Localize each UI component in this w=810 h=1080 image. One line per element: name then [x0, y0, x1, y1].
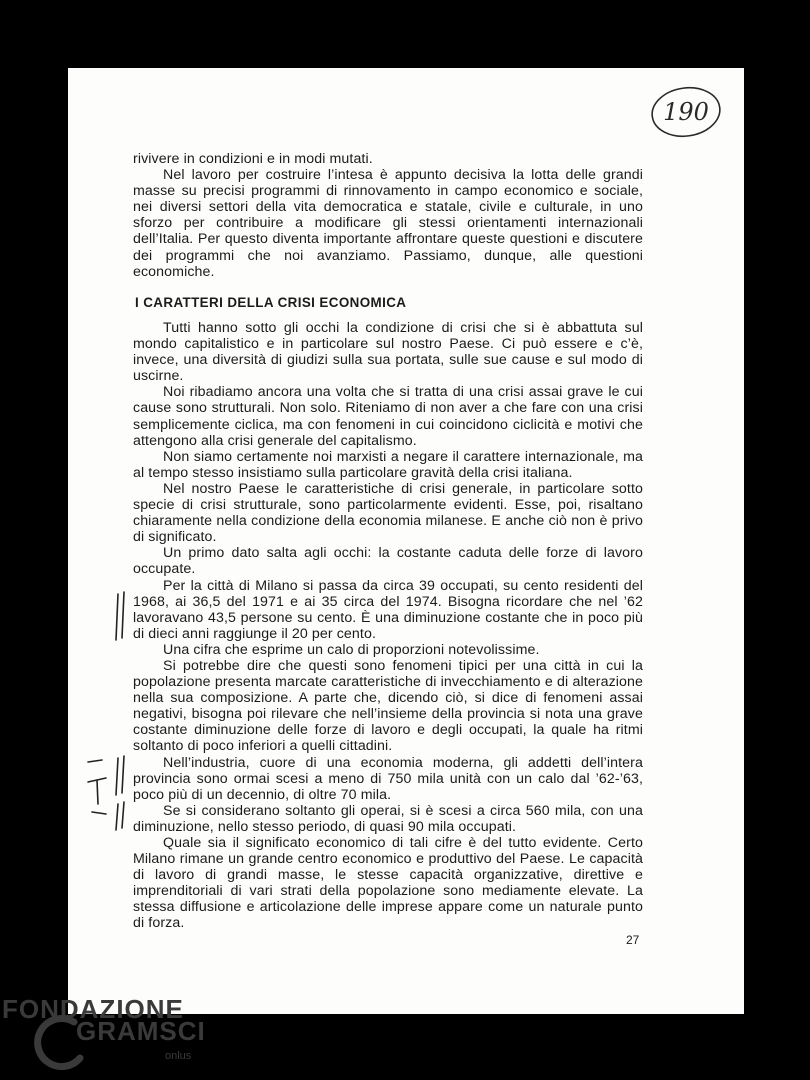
section-paragraph-4: Nel nostro Paese le caratteristiche di crisi generale, in particolare sotto specie di crisi strutturale, sono particolarmente evidenti. Esse, poi, risaltano chiaramente nella condizione della economia milanese. E anche ciò non è privo di significato. [133, 480, 643, 546]
section-paragraph-11: Quale sia il significato economico di tali cifre è del tutto evidente. Certo Milano rimane un grande centro economico e produttivo del Paese. Le capacità di lavoro di grandi masse, le stesse capacità organizzative, direttive e imprenditoriali di vari strati della popolazione sono mediamente elevate. La stessa diffusione e articolazione delle imprese appare come un naturale punto di forza. [133, 835, 643, 932]
intro-text-block [133, 151, 643, 280]
section-paragraph-2: Noi ribadiamo ancora una volta che si tratta di una crisi assai grave le cui cause sono strutturali. Non solo. Riteniamo di non aver a che fare con una crisi semplicemente ciclica, ma con fenomeni in cui coincidono ciclicità e motivi che attengono alla crisi generale del capitalismo. [133, 384, 643, 449]
section-paragraph-6: Per la città di Milano si passa da circa 39 occupati, su cento residenti del 1968, ai 36,5 del 1971 e ai 35 circa del 1974. Bisogna ricordare che nel ’62 lavoravano 43,5 persone su cento. È una diminuzione costante che in poco più di dieci anni raggiunge il 20 per cento. [133, 577, 643, 642]
section-paragraph-1: Tutti hanno sotto gli occhi la condizione di crisi che si è abbattuta sul mondo capitalistico e in particolare sul nostro Paese. Ci può essere e c’è, invece, una diversità di giudizi sulla sua portata, sulle sue cause e sul modo di uscirne. [133, 320, 643, 385]
section-paragraph-10: Se si considerano soltanto gli operai, si è scesi a circa 560 mila, con una diminuzione, nello stesso periodo, di quasi 90 mila occupati. [133, 802, 643, 835]
folio-number: 190 [663, 98, 709, 126]
intro-paragraph-2: Nel lavoro per costruire l’intesa è appunto decisiva la lotta delle grandi masse su precisi programmi di rinnovamento in campo economico e sociale, nei diversi settori della vita democratica e statale, civile e culturale, in uno sforzo per contribuire a modificare gli stessi orientamenti internazionali dell’Italia. Per questo diventa importante affrontare queste questioni e discutere dei programmi che noi avanziamo. Passiamo, dunque, alle questioni economiche. [133, 167, 643, 280]
watermark-line-2: GRAMSCI [76, 1016, 206, 1046]
watermark-line-3: onlus [165, 1050, 192, 1062]
section-paragraph-5: Un primo dato salta agli occhi: la costante caduta delle forze di lavoro occupate. [133, 545, 643, 578]
section-text-block [133, 320, 643, 932]
section-paragraph-7: Una cifra che esprime un calo di proporzioni notevolissime. [163, 641, 540, 658]
fondazione-gramsci-watermark [0, 984, 220, 1080]
section-heading: I CARATTERI DELLA CRISI ECONOMICA [135, 295, 407, 310]
watermark-line-1: FONDAZIONE [2, 994, 184, 1024]
page-number: 27 [626, 933, 640, 947]
section-paragraph-9: Nell’industria, cuore di una economia moderna, gli addetti dell’intera provincia sono ormai scesi a meno di 750 mila unità con un calo dal ’62-’63, poco più di un decennio, di oltre 70 mila. [133, 754, 643, 803]
section-paragraph-3: Non siamo certamente noi marxisti a negare il carattere internazionale, ma al tempo stesso insistiamo sulla particolare gravità della crisi italiana. [133, 448, 643, 481]
handwritten-margin-marks [80, 590, 140, 840]
section-paragraph-8: Si potrebbe dire che questi sono fenomeni tipici per una città in cui la popolazione presenta marcate caratteristiche di invecchiamento e di alterazione nella sua composizione. A parte che, dicendo ciò, si dice di fenomeni assai negativi, bisogna poi rilevare che nell’insieme della provincia si nota una grave costante diminuzione delle forze di lavoro e degli occupati, la quale ha ritmi soltanto di poco inferiori a quelli cittadini. [133, 657, 643, 755]
handwritten-folio-circle [646, 84, 724, 140]
intro-paragraph-1: rivivere in condizioni e in modi mutati. [133, 151, 373, 167]
